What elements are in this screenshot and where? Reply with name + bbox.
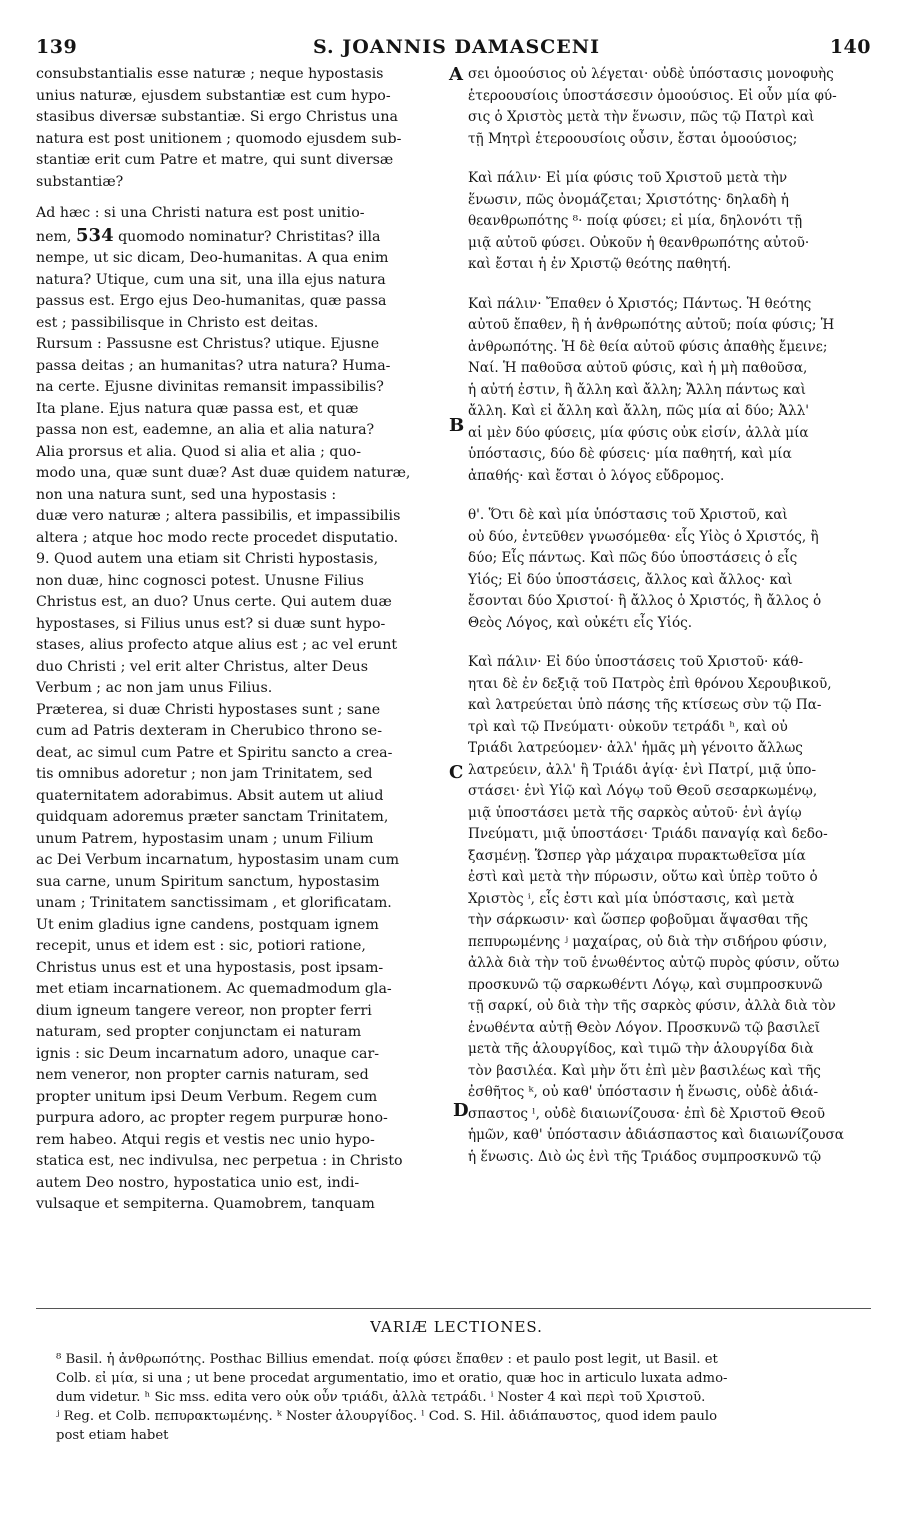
greek-column (468, 64, 873, 1168)
greek-paragraph-1: σει ὁμοούσιος οὐ λέγεται· οὐδὲ ὑπόστασις μονοφυὴς ἑτεροουσίοις ὑποστάσεσιν ὁμοούσιος. Εἰ οὖν μία φύ- σις ὁ Χριστὸς μετὰ τὴν ἕνωσιν, πῶς τῷ Πατρὶ καὶ τῇ Μητρὶ ἑτεροουσίοις οὖσιν, ἔσται ὁμοούσιος; (468, 66, 837, 147)
greek-paragraph-4: θ'. Ὅτι δὲ καὶ μία ὑπόστασις τοῦ Χριστοῦ, καὶ οὐ δύο, ἐντεῦθεν γνωσόμεθα· εἷς Υἱὸς ὁ Χριστός, ἢ δύο; Εἷς πάντως. Καὶ πῶς δύο ὑποστάσεις ὁ εἷς Υἱός; Εἰ δύο ὑποστάσεις, ἄλλος καὶ ἄλλος· καὶ ἔσονται δύο Χριστοί· ἢ ἄλλος ὁ Χριστός, ἢ ἄλλος ὁ Θεὸς Λόγος, καὶ οὐκέτι εἷς Υἱός. (468, 507, 822, 631)
latin-paragraph-2 (36, 203, 446, 334)
column-number: 534 (76, 224, 114, 246)
left-page-number: 139 (36, 36, 78, 58)
right-page-number: 140 (829, 36, 871, 58)
latin-paragraph-3: Rursum : Passusne est Christus? utique. Ejusne passa deitas ; an humanitas? utra natura? Huma- na certe. Ejusne divinitas remansit impassibilis? Ita plane. Ejus natura quæ passa est, et quæ passa non est, eademne, an alia et alia natura? Alia prorsus et alia. Quod si alia et alia ; quo- modo una, quæ sunt duæ? Ast duæ quidem naturæ, non una natura sunt, sed una hypostasis : duæ vero naturæ ; altera passibilis, et impassibilis altera ; atque hoc modo recte procedet disputatio. (36, 336, 411, 546)
section-marker-b: B (449, 415, 465, 436)
greek-paragraph-2: Καὶ πάλιν· Εἰ μία φύσις τοῦ Χριστοῦ μετὰ τὴν ἕνωσιν, πῶς ὀνομάζεται; Χριστότης· δηλαδὴ ἡ θεανθρωπότης ⁸· ποίᾳ φύσει; εἰ μία, δηλονότι τῇ μιᾷ αὐτοῦ φύσει. Οὐκοῦν ἡ θεανθρωπότης αὐτοῦ· καὶ ἔσται ἡ ἐν Χριστῷ θεότης παθητή. (468, 170, 810, 272)
running-title: S. JOANNIS DAMASCENI (312, 36, 601, 58)
latin-paragraph-1: consubstantialis esse naturæ ; neque hypostasis unius naturæ, ejusdem substantiæ est cum hypo- stasibus diversæ substantiæ. Si ergo Christus una natura est post unitionem ; quomodo ejusdem sub- stantiæ erit cum Patre et matre, qui sunt diversæ substantiæ? (36, 66, 402, 190)
latin-paragraph-2-end: quomodo nominatur? Christitas? illa nempe, ut sic dicam, Deo-humanitas. A qua enim natura? Utique, cum una sit, una illa ejus natura passus est. Ergo ejus Deo-humanitas, quæ passa est ; passibilisque in Christo est deitas. (36, 228, 389, 331)
section-marker-a: A (449, 64, 463, 85)
footnote-divider (36, 1308, 871, 1309)
section-marker-c: C (449, 762, 464, 783)
latin-column (36, 64, 446, 1216)
variae-lectiones-heading: VARIÆ LECTIONES. (370, 1318, 543, 1336)
latin-paragraph-2-start: Ad hæc : si una Christi natura est post unitio- nem, (36, 205, 365, 245)
section-marker-d: D (453, 1100, 469, 1121)
greek-paragraph-3: Καὶ πάλιν· Ἔπαθεν ὁ Χριστός; Πάντως. Ἡ θεότης αὐτοῦ ἔπαθεν, ἢ ἡ ἀνθρωπότης αὐτοῦ; ποία φύσις; Ἡ ἀνθρωπότης. Ἡ δὲ θεία αὐτοῦ φύσις ἀπαθὴς ἔμεινε; Ναί. Ἡ παθοῦσα αὐτοῦ φύσις, καὶ ἡ μὴ παθοῦσα, ἡ αὐτή ἐστιν, ἢ ἄλλη καὶ ἄλλη; Ἄλλη πάντως καὶ ἄλλη. Καὶ εἰ ἄλλη καὶ ἄλλη, πῶς μία αἱ δύο; Ἀλλ' αἱ μὲν δύο φύσεις, μία φύσις οὐκ εἰσίν, ἀλλὰ μία ὑπόστασις, δύο δὲ φύσεις· μία παθητή, καὶ μία ἀπαθής· καὶ ἔσται ὁ λόγος εὔδρομος. (468, 295, 835, 484)
latin-paragraph-5: Præterea, si duæ Christi hypostases sunt ; sane cum ad Patris dexteram in Cherubico throno se- deat, ac simul cum Patre et Spiritu sancto a crea- tis omnibus adoretur ; non jam Trinitatem, sed quaternitatem adorabimus. Absit autem ut aliud quidquam adoremus præter sanctam Trinitatem, unum Patrem, hypostasim unam ; unum Filium ac Dei Verbum incarnatum, hypostasim unam cum sua carne, unum Spiritum sanctum, hypostasim unam ; Trinitatem sanctissimam , et glorificatam. Ut enim gladius igne candens, postquam ignem recepit, unus et idem est : sic, potiori ratione, Christus unus est et una hypostasis, post ipsam- met etiam incarnationem. Ac quemadmodum gla- dium igneum tangere vereor, non propter ferri naturam, sed propter conjunctam ei naturam ignis : sic Deum incarnatum adoro, unaque car- nem veneror, non propter carnis naturam, sed propter unitum ipsi Deum Verbum. Regem cum purpura adoro, ac propter regem purpuræ hono- rem habeo. Atqui regis et vestis nec unio hypo- statica est, nec indivulsa, nec perpetua : in Christo autem Deo nostro, hypostatica unio est, indi- vulsaque et sempiterna. Quamobrem, tanquam (36, 701, 403, 1212)
greek-paragraph-5: Καὶ πάλιν· Εἰ δύο ὑποστάσεις τοῦ Χριστοῦ· κάθ- ηται δὲ ἐν δεξιᾷ τοῦ Πατρὸς ἐπὶ θρόνου Χερουβικοῦ, καὶ λατρεύεται ὑπὸ πάσης τῆς κτίσεως σὺν τῷ Πα- τρὶ καὶ τῷ Πνεύματι· οὐκοῦν τετράδι ʰ, καὶ οὐ Τριάδι λατρεύομεν· ἀλλ' ἡμᾶς μὴ γένοιτο ἄλλως λατρεύειν, ἀλλ' ἢ Τριάδι ἁγίᾳ· ἑνὶ Πατρί, μιᾷ ὑπο- στάσει· ἑνὶ Υἱῷ καὶ Λόγῳ τοῦ Θεοῦ σεσαρκωμένῳ, μιᾷ ὑποστάσει μετὰ τῆς σαρκὸς αὐτοῦ· ἑνὶ ἁγίῳ Πνεύματι, μιᾷ ὑποστάσει· Τριάδι παναγίᾳ καὶ δεδο- ξασμένῃ. Ὥσπερ γὰρ μάχαιρα πυρακτωθεῖσα μία ἐστὶ καὶ μετὰ τὴν πύρωσιν, οὕτω καὶ ὑπὲρ τοῦτο ὁ Χριστὸς ⁱ, εἷς ἐστι καὶ μία ὑπόστασις, καὶ μετὰ τὴν σάρκωσιν· καὶ ὥσπερ φοβοῦμαι ἅψασθαι τῆς πεπυρωμένης ʲ μαχαίρας, οὐ διὰ τὴν σιδήρου φύσιν, ἀλλὰ διὰ τὴν τοῦ ἑνωθέντος αὐτῷ πυρὸς φύσιν, οὕτω προσκυνῶ τῷ σαρκωθέντι Λόγῳ, καὶ συμπροσκυνῶ τῇ σαρκί, οὐ διὰ τὴν τῆς σαρκὸς φύσιν, ἀλλὰ διὰ τὸν ἑνωθέντα αὐτῇ Θεὸν Λόγον. Προσκυνῶ τῷ βασιλεῖ μετὰ τῆς ἁλουργίδος, καὶ τιμῶ τὴν ἁλουργίδα διὰ τὸν βασιλέα. Καὶ μὴν ὅτι ἐπὶ μὲν βασιλέως καὶ τῆς ἐσθῆτος ᵏ, οὐ καθ' ὑπόστασιν ἡ ἕνωσις, οὐδὲ ἀδιά- σπαστος ˡ, οὐδὲ διαιωνίζουσα· ἐπὶ δὲ Χριστοῦ Θεοῦ ἡμῶν, καθ' ὑπόστασιν ἀδιάσπαστος καὶ διαιωνίζουσα ἡ ἕνωσις. Διὸ ὡς ἑνὶ τῆς Τριάδος συμπροσκυνῶ τῷ (468, 654, 844, 1165)
latin-paragraph-4: 9. Quod autem una etiam sit Christi hypostasis, non duæ, hinc cognosci potest. Unusne Filius Christus est, an duo? Unus certe. Qui autem duæ hypostases, si Filius unus est? si duæ sunt hypo- stases, alius profecto atque alius est ; ac vel erunt duo Christi ; vel erit alter Christus, alter Deus Verbum ; ac non jam unus Filius. (36, 551, 398, 696)
variae-lectiones-notes: ⁸ Basil. ἡ ἀνθρωπότης. Posthac Billius emendat. ποίᾳ φύσει ἔπαθεν : et paulo post legit, ut Basil. et Colb. εἰ μία, si una ; ut bene procedat argumentatio, imo et oratio, quæ hoc in articulo luxata admo- dum videtur. ʰ Sic mss. edita vero οὐκ οὖν τριάδι, ἀλλὰ τετράδι. ⁱ Noster 4 καὶ περὶ τοῦ Χριστοῦ. ʲ Reg. et Colb. πεπυρακτωμένης. ᵏ Noster ἁλουργίδος. ˡ Cod. S. Hil. ἀδιάπαυστος, quod idem paulo post etiam habet (56, 1352, 728, 1443)
